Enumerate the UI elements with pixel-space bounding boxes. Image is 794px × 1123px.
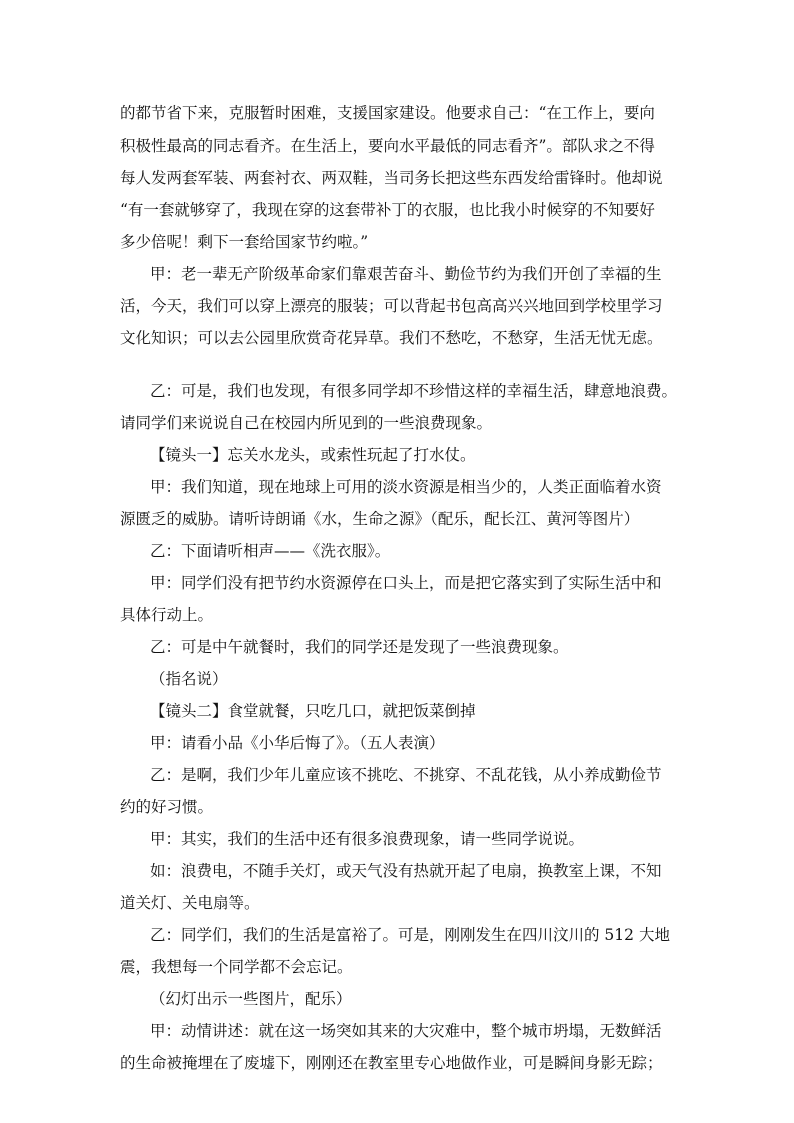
- paragraph-line: 约的好习惯。: [120, 798, 214, 816]
- dialogue-line-jia: 甲：我们知道，现在地球上可用的淡水资源是相当少的，人类正面临着水资: [150, 478, 662, 496]
- dialogue-line-jia: 甲：请看小品《小华后悔了》。（五人表演）: [150, 734, 445, 752]
- paragraph-line: 积极性最高的同志看齐。在生活上，要向水平最低的同志看齐”。部队求之不得: [120, 137, 655, 155]
- dialogue-line-jia: 甲：老一辈无产阶级革命家们靠艰苦奋斗、勤俭节约为我们开创了幸福的生: [150, 265, 662, 283]
- paragraph-line: 每人发两套军装、两套衬衣、两双鞋，当司务长把这些东西发给雷锋时。他却说: [120, 169, 663, 187]
- dialogue-line-yi: 乙：下面请听相声——《洗衣服》。: [150, 542, 391, 560]
- stage-direction: （幻灯出示一些图片，配乐）: [150, 990, 352, 1008]
- example-line: 如：浪费电，不随手关灯，或天气没有热就开起了电扇，换教室上课，不知: [150, 862, 662, 880]
- stage-direction: （指名说）: [150, 670, 228, 688]
- dialogue-line-yi: 乙：可是中午就餐时，我们的同学还是发现了一些浪费现象。: [150, 638, 569, 656]
- scene-heading: 【镜头二】食堂就餐，只吃几口，就把饭菜倒掉: [150, 702, 476, 720]
- dialogue-line-yi: 乙：同学们，我们的生活是富裕了。可是，刚刚发生在四川汶川的 512 大地: [150, 926, 670, 944]
- scene-heading: 【镜头一】忘关水龙头，或索性玩起了打水仗。: [150, 446, 476, 464]
- dialogue-line-jia: 甲：动情讲述：就在这一场突如其来的大灾难中，整个城市坍塌，无数鲜活: [150, 1022, 662, 1040]
- paragraph-line: 活，今天，我们可以穿上漂亮的服装；可以背起书包高高兴兴地回到学校里学习: [120, 297, 663, 315]
- dialogue-line-jia: 甲：其实，我们的生活中还有很多浪费现象，请一些同学说说。: [150, 830, 585, 848]
- dialogue-line-yi: 乙：是啊，我们少年儿童应该不挑吃、不挑穿、不乱花钱，从小养成勤俭节: [150, 766, 662, 784]
- paragraph-line: 多少倍呢！剩下一套给国家节约啦。”: [120, 233, 369, 251]
- paragraph-line: 道关灯、关电扇等。: [120, 894, 260, 912]
- paragraph-line: 的生命被掩埋在了废墟下，刚刚还在教室里专心地做作业，可是瞬间身影无踪；: [120, 1054, 663, 1072]
- paragraph-line: 具体行动上。: [120, 606, 214, 624]
- paragraph-line: 文化知识；可以去公园里欣赏奇花异草。我们不愁吃，不愁穿，生活无忧无虑。: [120, 329, 663, 347]
- dialogue-line-jia: 甲：同学们没有把节约水资源停在口头上，而是把它落实到了实际生活中和: [150, 574, 662, 592]
- dialogue-line-yi: 乙：可是，我们也发现，有很多同学却不珍惜这样的幸福生活，肆意地浪费。: [150, 382, 678, 400]
- paragraph-line: “有一套就够穿了，我现在穿的这套带补丁的衣服，也比我小时候穿的不知要好: [120, 201, 655, 219]
- paragraph-line: 源匮乏的威胁。请听诗朗诵《水，生命之源》（配乐，配长江、黄河等图片）: [120, 510, 640, 528]
- paragraph-line: 的都节省下来，克服暂时困难，支援国家建设。他要求自己：“在工作上，要向: [120, 104, 655, 122]
- paragraph-line: 震，我想每一个同学都不会忘记。: [120, 958, 353, 976]
- paragraph-line: 请同学们来说说自己在校园内所见到的一些浪费现象。: [120, 414, 493, 432]
